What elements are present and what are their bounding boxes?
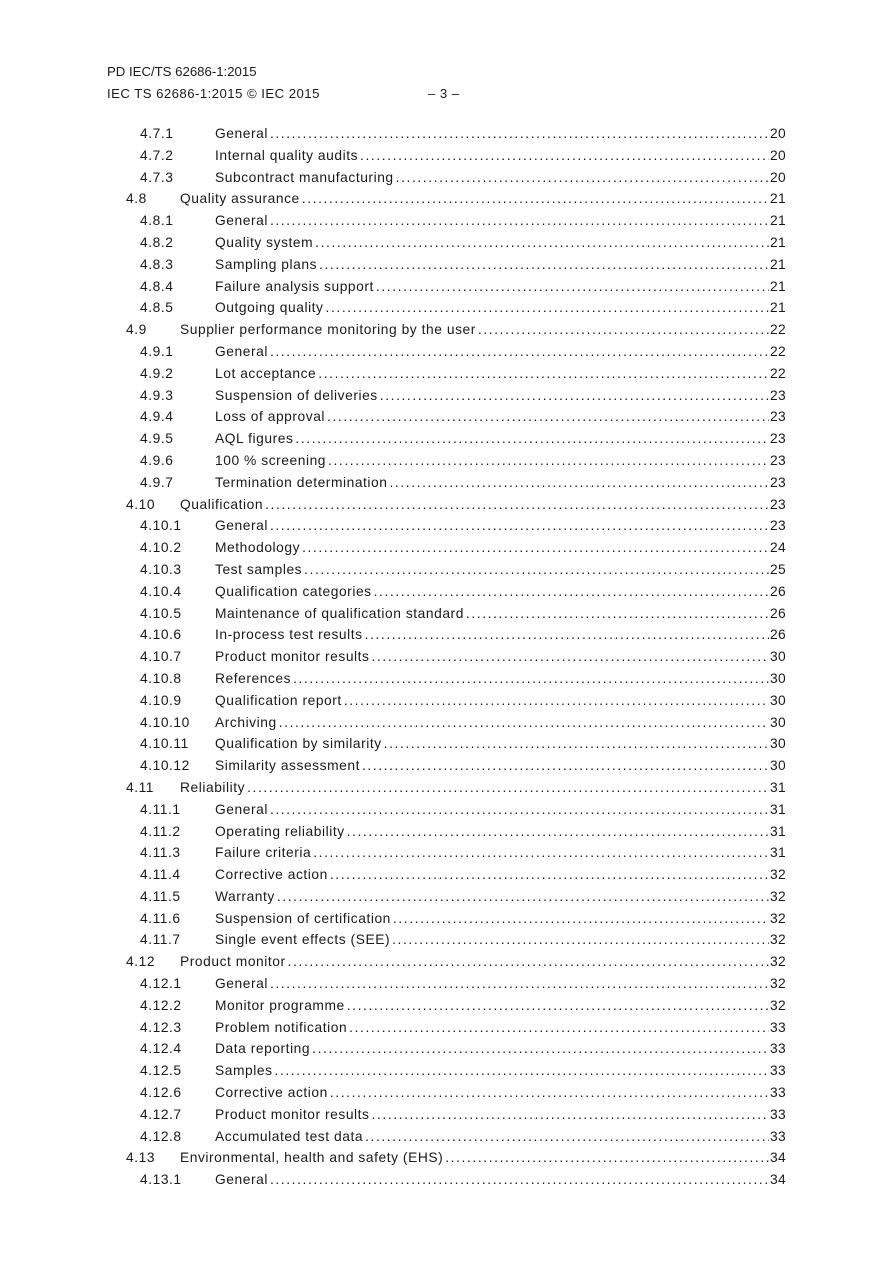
toc-entry-number: 4.10.3 <box>140 561 182 577</box>
toc-entry-title: General <box>215 1172 268 1188</box>
toc-dot-leader <box>295 431 769 446</box>
toc-entry-number: 4.12.3 <box>140 1019 182 1035</box>
toc-dot-leader <box>330 867 769 882</box>
toc-entry[interactable] <box>126 606 786 628</box>
toc-entry-page: 22 <box>770 322 786 338</box>
toc-dot-leader <box>319 257 769 272</box>
toc-entry-page: 30 <box>770 692 786 708</box>
toc-entry-page: 23 <box>770 409 786 425</box>
toc-entry-number: 4.12.2 <box>140 997 182 1013</box>
toc-entry[interactable] <box>126 453 786 475</box>
toc-entry[interactable] <box>126 911 786 933</box>
toc-entry-title: General <box>215 343 268 359</box>
toc-entry-title: General <box>215 213 268 229</box>
toc-entry-page: 21 <box>770 234 786 250</box>
toc-entry[interactable] <box>126 693 786 715</box>
toc-dot-leader <box>362 758 769 773</box>
toc-dot-leader <box>396 170 769 185</box>
toc-entry[interactable] <box>126 126 786 148</box>
toc-entry-title: Qualification <box>180 496 264 512</box>
toc-entry-title: Outgoing quality <box>215 300 324 316</box>
toc-entry-number: 4.9.4 <box>140 409 174 425</box>
toc-entry-number: 4.10.6 <box>140 627 182 643</box>
toc-entry-title: Reliability <box>180 779 246 795</box>
toc-entry-page: 20 <box>770 147 786 163</box>
toc-entry-title: Accumulated test data <box>215 1128 364 1144</box>
toc-entry-title: 100 % screening <box>215 452 327 468</box>
toc-dot-leader <box>277 889 769 904</box>
toc-entry-title: Suspension of deliveries <box>215 387 378 403</box>
toc-entry-page: 33 <box>770 1085 786 1101</box>
toc-dot-leader <box>376 279 769 294</box>
toc-entry-title: General <box>215 976 268 992</box>
toc-entry-number: 4.10.8 <box>140 670 182 686</box>
toc-entry[interactable] <box>126 715 786 737</box>
toc-entry-page: 26 <box>770 627 786 643</box>
toc-entry-page: 21 <box>770 278 786 294</box>
toc-entry-number: 4.11 <box>126 779 155 795</box>
toc-entry-number: 4.10.9 <box>140 692 182 708</box>
toc-entry-page: 32 <box>770 888 786 904</box>
toc-entry-number: 4.11.2 <box>140 823 181 839</box>
toc-dot-leader <box>328 453 769 468</box>
toc-entry-title: References <box>215 670 292 686</box>
toc-entry[interactable] <box>126 671 786 693</box>
toc-entry[interactable] <box>126 1063 786 1085</box>
toc-entry-number: 4.9.2 <box>140 365 174 381</box>
toc-entry[interactable] <box>126 802 786 824</box>
toc-entry-page: 20 <box>770 169 786 185</box>
toc-entry-title: Monitor programme <box>215 997 345 1013</box>
toc-entry-title: General <box>215 518 268 534</box>
toc-entry[interactable] <box>126 431 786 453</box>
toc-entry[interactable] <box>126 889 786 911</box>
toc-entry[interactable] <box>126 279 786 301</box>
toc-entry-number: 4.10 <box>126 496 156 512</box>
toc-dot-leader <box>372 649 770 664</box>
toc-entry-page: 26 <box>770 583 786 599</box>
toc-entry-page: 21 <box>770 300 786 316</box>
toc-entry-page: 30 <box>770 758 786 774</box>
toc-entry-number: 4.12 <box>126 954 156 970</box>
toc-entry[interactable] <box>126 148 786 170</box>
toc-dot-leader <box>327 409 769 424</box>
toc-entry-number: 4.12.4 <box>140 1041 182 1057</box>
toc-entry[interactable] <box>126 998 786 1020</box>
toc-entry[interactable] <box>126 366 786 388</box>
toc-entry-number: 4.10.12 <box>140 758 190 774</box>
toc-entry-page: 32 <box>770 867 786 883</box>
toc-entry[interactable] <box>126 562 786 584</box>
toc-entry-title: Lot acceptance <box>215 365 317 381</box>
toc-entry-number: 4.9.1 <box>140 343 174 359</box>
toc-entry-number: 4.11.6 <box>140 910 181 926</box>
toc-entry-number: 4.11.5 <box>140 888 181 904</box>
toc-entry-number: 4.9.3 <box>140 387 174 403</box>
toc-dot-leader <box>390 475 770 490</box>
toc-dot-leader <box>372 1107 770 1122</box>
toc-entry-page: 34 <box>770 1172 786 1188</box>
toc-entry-page: 22 <box>770 365 786 381</box>
toc-entry-title: General <box>215 801 268 817</box>
toc-entry-number: 4.8.2 <box>140 234 174 250</box>
toc-entry-number: 4.8.4 <box>140 278 174 294</box>
toc-dot-leader <box>360 148 769 163</box>
toc-entry[interactable] <box>126 824 786 846</box>
toc-entry-title: Product monitor results <box>215 1106 370 1122</box>
toc-dot-leader <box>384 736 769 751</box>
toc-entry-title: Archiving <box>215 714 277 730</box>
toc-dot-leader <box>293 671 769 686</box>
toc-entry-title: Corrective action <box>215 867 328 883</box>
toc-dot-leader <box>270 126 769 141</box>
toc-entry-title: Suspension of certification <box>215 910 391 926</box>
toc-entry-title: Product monitor results <box>215 649 370 665</box>
toc-entry-page: 24 <box>770 540 786 556</box>
toc-entry-title: Samples <box>215 1063 273 1079</box>
toc-entry[interactable] <box>126 954 786 976</box>
toc-entry-page: 32 <box>770 976 786 992</box>
toc-entry-title: Loss of approval <box>215 409 326 425</box>
toc-entry[interactable] <box>126 1107 786 1129</box>
toc-entry-page: 23 <box>770 496 786 512</box>
toc-entry[interactable] <box>126 1085 786 1107</box>
toc-entry-title: Qualification by similarity <box>215 736 382 752</box>
copyright-line: IEC TS 62686-1:2015 © IEC 2015 <box>107 86 320 101</box>
toc-entry-page: 31 <box>770 801 786 817</box>
toc-dot-leader <box>445 1150 769 1165</box>
toc-entry[interactable] <box>126 1150 786 1172</box>
toc-entry-page: 33 <box>770 1063 786 1079</box>
toc-entry-number: 4.8.1 <box>140 213 174 229</box>
toc-entry[interactable] <box>126 257 786 279</box>
toc-entry-title: Single event effects (SEE) <box>215 932 391 948</box>
toc-entry-number: 4.9.5 <box>140 431 174 447</box>
toc-entry-number: 4.8 <box>126 191 147 207</box>
toc-entry[interactable] <box>126 649 786 671</box>
toc-entry-page: 33 <box>770 1106 786 1122</box>
toc-entry-page: 30 <box>770 714 786 730</box>
toc-entry-title: Warranty <box>215 888 275 904</box>
toc-entry-title: In-process test results <box>215 627 363 643</box>
toc-entry-number: 4.11.7 <box>140 932 181 948</box>
toc-dot-leader <box>247 780 769 795</box>
toc-entry-title: Failure analysis support <box>215 278 374 294</box>
toc-dot-leader <box>380 388 769 403</box>
toc-entry-title: Qualification categories <box>215 583 372 599</box>
toc-entry-page: 26 <box>770 605 786 621</box>
toc-entry-number: 4.12.8 <box>140 1128 182 1144</box>
toc-entry[interactable] <box>126 300 786 322</box>
toc-entry-page: 34 <box>770 1150 786 1166</box>
toc-entry[interactable] <box>126 867 786 889</box>
toc-entry-page: 31 <box>770 823 786 839</box>
toc-entry-number: 4.10.1 <box>140 518 182 534</box>
toc-dot-leader <box>265 497 769 512</box>
toc-entry-page: 31 <box>770 779 786 795</box>
toc-entry-number: 4.13 <box>126 1150 156 1166</box>
toc-entry-page: 22 <box>770 343 786 359</box>
toc-entry-number: 4.13.1 <box>140 1172 182 1188</box>
toc-entry-title: Operating reliability <box>215 823 345 839</box>
toc-entry-number: 4.11.3 <box>140 845 181 861</box>
toc-entry-page: 30 <box>770 736 786 752</box>
toc-entry-page: 21 <box>770 191 786 207</box>
toc-entry-number: 4.8.5 <box>140 300 174 316</box>
toc-entry-number: 4.10.11 <box>140 736 189 752</box>
running-header <box>107 86 467 101</box>
toc-dot-leader <box>270 344 769 359</box>
toc-entry[interactable] <box>126 1129 786 1151</box>
toc-entry-number: 4.8.3 <box>140 256 174 272</box>
toc-entry-page: 23 <box>770 431 786 447</box>
toc-dot-leader <box>304 562 769 577</box>
toc-entry-title: Internal quality audits <box>215 147 359 163</box>
toc-entry-page: 23 <box>770 474 786 490</box>
toc-entry[interactable] <box>126 409 786 431</box>
toc-entry-number: 4.11.4 <box>140 867 181 883</box>
toc-entry-number: 4.10.4 <box>140 583 182 599</box>
toc-dot-leader <box>392 932 769 947</box>
toc-entry-page: 32 <box>770 910 786 926</box>
toc-entry-title: Termination determination <box>215 474 388 490</box>
toc-dot-leader <box>478 322 769 337</box>
toc-dot-leader <box>312 1041 769 1056</box>
toc-entry-title: Test samples <box>215 561 303 577</box>
toc-entry[interactable] <box>126 518 786 540</box>
toc-entry-page: 30 <box>770 670 786 686</box>
toc-entry-title: Quality assurance <box>180 191 300 207</box>
toc-dot-leader <box>349 1020 769 1035</box>
toc-entry-page: 33 <box>770 1041 786 1057</box>
toc-entry-title: Similarity assessment <box>215 758 360 774</box>
toc-entry-page: 21 <box>770 256 786 272</box>
toc-entry-number: 4.11.1 <box>140 801 181 817</box>
toc-entry-number: 4.10.5 <box>140 605 182 621</box>
toc-entry-title: General <box>215 126 268 141</box>
toc-entry[interactable] <box>126 758 786 780</box>
toc-entry-title: Quality system <box>215 234 314 250</box>
toc-dot-leader <box>365 627 769 642</box>
toc-entry-page: 33 <box>770 1128 786 1144</box>
toc-entry-title: Problem notification <box>215 1019 348 1035</box>
toc-entry-number: 4.7.1 <box>140 126 174 141</box>
toc-entry[interactable] <box>126 170 786 192</box>
toc-entry[interactable] <box>126 736 786 758</box>
toc-dot-leader <box>270 1172 769 1187</box>
toc-dot-leader <box>344 693 769 708</box>
toc-entry-number: 4.9.6 <box>140 452 174 468</box>
toc-entry-title: Failure criteria <box>215 845 312 861</box>
toc-entry-number: 4.12.7 <box>140 1106 182 1122</box>
toc-entry-page: 32 <box>770 932 786 948</box>
toc-entry-title: Product monitor <box>180 954 286 970</box>
toc-dot-leader <box>374 584 769 599</box>
toc-dot-leader <box>270 518 769 533</box>
toc-dot-leader <box>347 824 769 839</box>
toc-entry-number: 4.9.7 <box>140 474 174 490</box>
toc-entry[interactable] <box>126 627 786 649</box>
toc-entry[interactable] <box>126 1020 786 1042</box>
toc-entry-number: 4.12.5 <box>140 1063 182 1079</box>
toc-entry[interactable] <box>126 475 786 497</box>
toc-entry-number: 4.12.1 <box>140 976 182 992</box>
toc-entry-page: 23 <box>770 518 786 534</box>
toc-entry[interactable] <box>126 932 786 954</box>
toc-entry-page: 25 <box>770 561 786 577</box>
toc-entry-number: 4.7.2 <box>140 147 174 163</box>
toc-entry[interactable] <box>126 976 786 998</box>
toc-entry-page: 30 <box>770 649 786 665</box>
table-of-contents <box>126 126 786 1194</box>
toc-entry-title: Sampling plans <box>215 256 318 272</box>
toc-entry-page: 33 <box>770 1019 786 1035</box>
toc-dot-leader <box>318 366 769 381</box>
toc-entry[interactable] <box>126 1172 786 1194</box>
toc-entry[interactable] <box>126 584 786 606</box>
toc-dot-leader <box>365 1129 769 1144</box>
toc-dot-leader <box>330 1085 769 1100</box>
page-number: – 3 – <box>428 86 460 101</box>
toc-dot-leader <box>393 911 769 926</box>
toc-entry[interactable] <box>126 191 786 213</box>
toc-dot-leader <box>275 1063 770 1078</box>
toc-entry-page: 32 <box>770 954 786 970</box>
toc-entry[interactable] <box>126 213 786 235</box>
toc-entry[interactable] <box>126 845 786 867</box>
toc-entry-number: 4.7.3 <box>140 169 174 185</box>
toc-dot-leader <box>315 235 769 250</box>
toc-entry-title: Data reporting <box>215 1041 311 1057</box>
toc-dot-leader <box>270 802 769 817</box>
toc-entry-number: 4.9 <box>126 322 147 338</box>
toc-entry-title: Subcontract manufacturing <box>215 169 394 185</box>
toc-entry-number: 4.10.7 <box>140 649 182 665</box>
document-id: PD IEC/TS 62686-1:2015 <box>107 64 257 79</box>
toc-entry[interactable] <box>126 540 786 562</box>
toc-entry[interactable] <box>126 388 786 410</box>
toc-dot-leader <box>313 845 769 860</box>
toc-dot-leader <box>302 540 769 555</box>
toc-entry[interactable] <box>126 322 786 344</box>
toc-entry[interactable] <box>126 1041 786 1063</box>
toc-entry-page: 23 <box>770 387 786 403</box>
toc-dot-leader <box>326 300 770 315</box>
toc-dot-leader <box>279 715 769 730</box>
toc-entry-title: Corrective action <box>215 1085 328 1101</box>
toc-entry-title: Qualification report <box>215 692 342 708</box>
toc-entry-page: 21 <box>770 213 786 229</box>
toc-entry-title: AQL figures <box>215 431 294 447</box>
toc-entry-title: Supplier performance monitoring by the user <box>180 322 476 338</box>
toc-dot-leader <box>270 976 769 991</box>
toc-entry-page: 32 <box>770 997 786 1013</box>
toc-entry[interactable] <box>126 497 786 519</box>
toc-dot-leader <box>302 191 769 206</box>
toc-dot-leader <box>466 606 769 621</box>
toc-entry-page: 31 <box>770 845 786 861</box>
toc-entry-number: 4.10.10 <box>140 714 190 730</box>
toc-entry-number: 4.10.2 <box>140 540 182 556</box>
toc-entry-page: 23 <box>770 452 786 468</box>
toc-entry-title: Maintenance of qualification standard <box>215 605 464 621</box>
toc-entry-title: Methodology <box>215 540 301 556</box>
toc-entry[interactable] <box>126 780 786 802</box>
toc-entry-number: 4.12.6 <box>140 1085 182 1101</box>
toc-entry-title: Environmental, health and safety (EHS) <box>180 1150 444 1166</box>
toc-dot-leader <box>347 998 769 1013</box>
toc-dot-leader <box>270 213 769 228</box>
toc-dot-leader <box>288 954 769 969</box>
toc-entry-page: 20 <box>770 126 786 141</box>
toc-entry[interactable] <box>126 235 786 257</box>
toc-entry[interactable] <box>126 344 786 366</box>
